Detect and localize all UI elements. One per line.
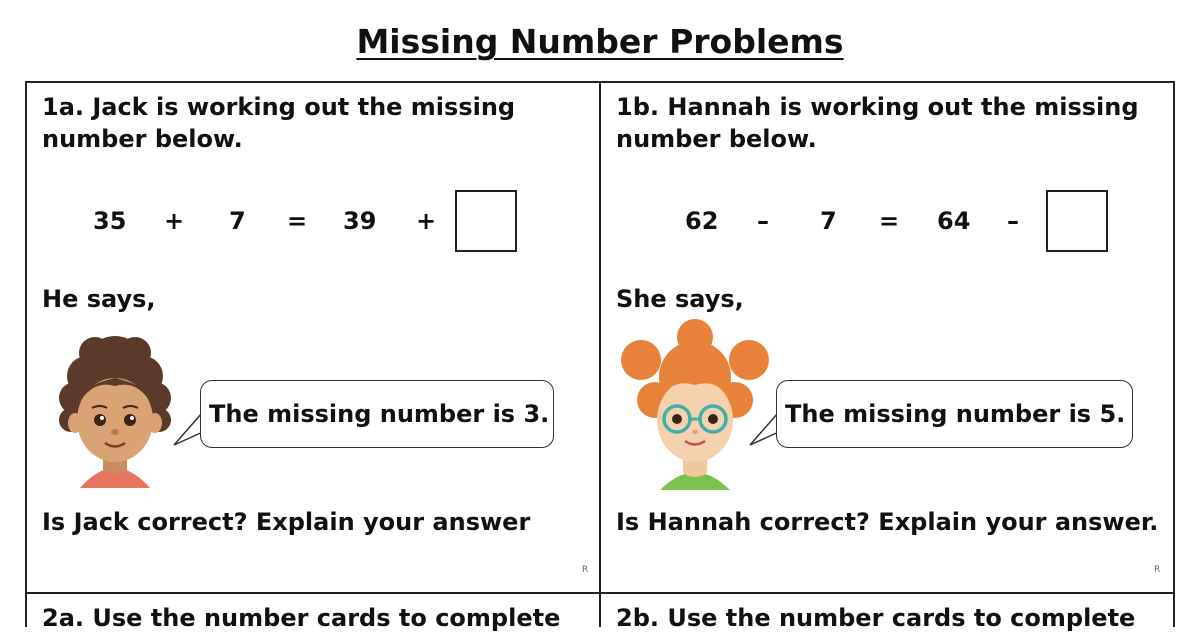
question-1b-text: 1b. Hannah is working out the missing number below.: [616, 93, 1139, 153]
grid-right-border: [1173, 81, 1175, 627]
equation-term: 35: [93, 207, 127, 235]
equation-operator: –: [1007, 207, 1019, 235]
missing-number-box[interactable]: [1046, 190, 1108, 252]
equation-term: 39: [343, 207, 377, 235]
question-prompt: Is Jack correct? Explain your answer: [42, 508, 531, 536]
question-2b-text: 2b. Use the number cards to complete: [616, 604, 1136, 632]
question-2a-text: 2a. Use the number cards to complete: [42, 604, 561, 632]
equation-equals: =: [287, 207, 308, 235]
page-title: Missing Number Problems: [356, 22, 844, 61]
reasoning-tag: R: [1154, 565, 1161, 575]
equation-operator: –: [757, 207, 769, 235]
grid-row-divider: [25, 592, 1175, 594]
equation-equals: =: [879, 207, 900, 235]
reasoning-tag: R: [582, 565, 589, 575]
boy-avatar: [45, 328, 185, 488]
speaker-intro: She says,: [616, 285, 744, 313]
equation-term: 62: [685, 207, 719, 235]
question-1b-panel: [601, 83, 1173, 592]
speaker-intro: He says,: [42, 285, 156, 313]
equation-operator: +: [416, 207, 437, 235]
question-1a-panel: [27, 83, 599, 592]
equation-term: 7: [820, 207, 837, 235]
missing-number-box[interactable]: [455, 190, 517, 252]
speech-text: The missing number is 5.: [776, 380, 1133, 448]
speech-text: The missing number is 3.: [200, 380, 554, 448]
equation-term: 64: [937, 207, 971, 235]
equation-operator: +: [164, 207, 185, 235]
question-1a-text: 1a. Jack is working out the missing number below.: [42, 93, 516, 153]
girl-avatar: [615, 315, 775, 490]
equation-term: 7: [229, 207, 246, 235]
question-prompt: Is Hannah correct? Explain your answer.: [616, 508, 1159, 536]
